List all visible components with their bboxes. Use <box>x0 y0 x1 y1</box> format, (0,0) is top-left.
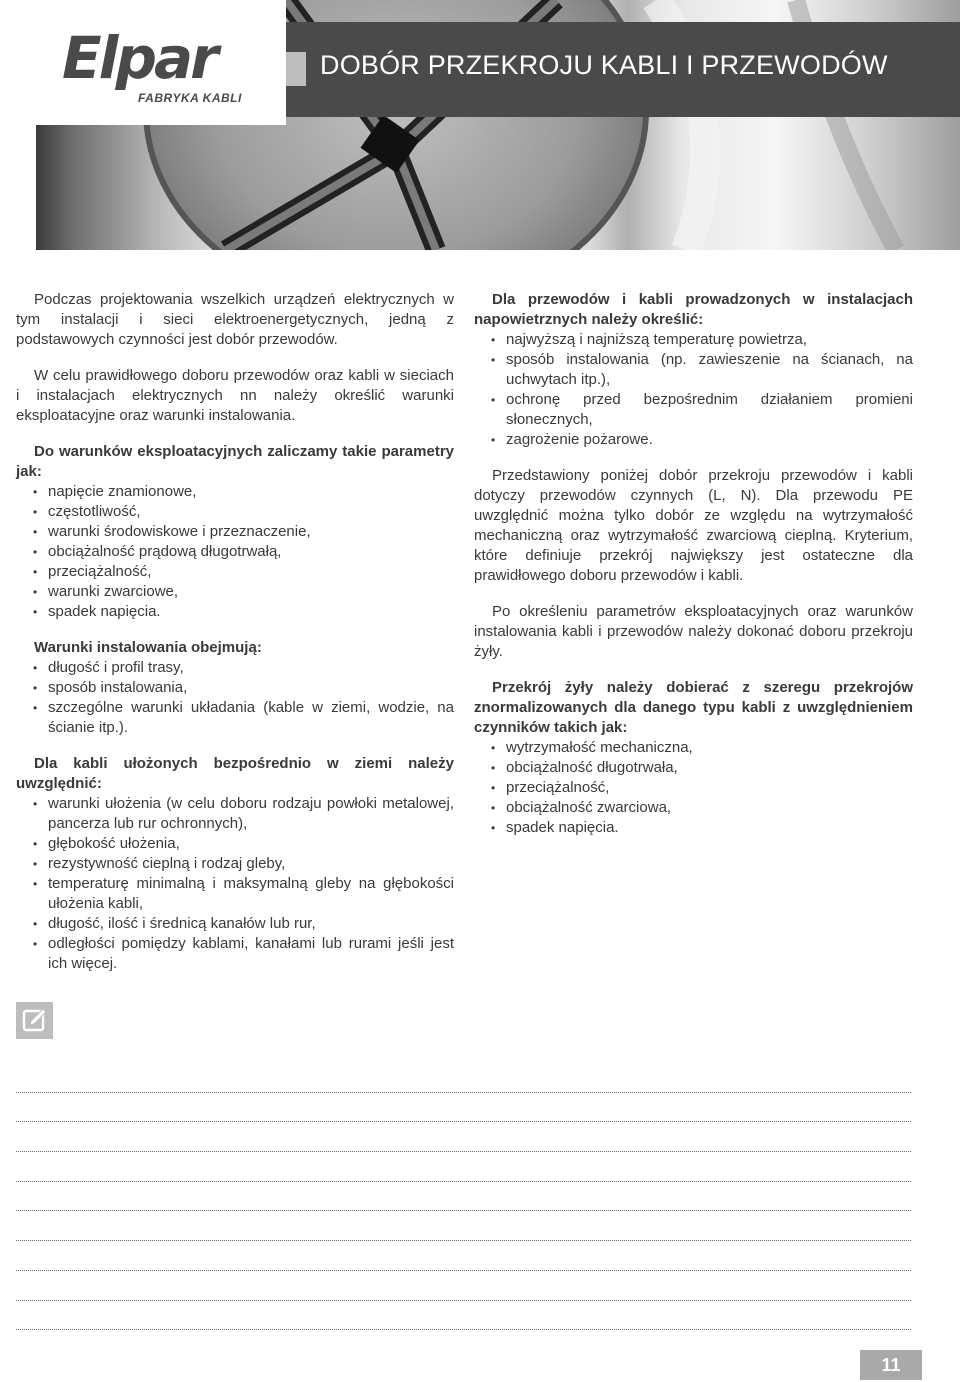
list-item: • spadek napięcia. <box>16 602 454 622</box>
logo-area <box>0 0 286 125</box>
list-item: • warunki środowiskowe i przeznaczenie, <box>16 522 454 542</box>
list-item: • warunki ułożenia (w celu doboru rodzaju powłoki metalowej, pancerza lub rur ochronnych), <box>16 794 454 834</box>
edit-note-icon <box>16 1002 53 1039</box>
list-item: • obciążalność prądową długotrwałą, <box>16 542 454 562</box>
installation-conditions-list <box>16 658 454 738</box>
ground-cables-heading: Dla kabli ułożonych bezpośrednio w ziemi należy uwzględnić: <box>16 755 454 792</box>
list-item: • zagrożenie pożarowe. <box>474 430 913 450</box>
right-column <box>474 290 913 854</box>
note-line[interactable] <box>16 1211 911 1241</box>
notes-lines <box>16 1063 911 1330</box>
list-item: • warunki zwarciowe, <box>16 582 454 602</box>
list-item: • temperaturę minimalną i maksymalną gleby na głębokości ułożenia kabli, <box>16 874 454 914</box>
list-item: • najwyższą i najniższą temperaturę powietrza, <box>474 330 913 350</box>
title-accent-square <box>286 52 306 86</box>
ground-cables-list <box>16 794 454 974</box>
page-number: 11 <box>860 1350 922 1380</box>
note-line[interactable] <box>16 1241 911 1271</box>
intro-paragraph-1: Podczas projektowania wszelkich urządzeń elektrycznych w tym instalacji i sieci elektroenergetycznych, jedną z podstawowych czynności jest dobór przewodów. <box>16 291 454 348</box>
installation-conditions-heading: Warunki instalowania obejmują: <box>34 639 262 656</box>
list-item: • ochronę przed bezpośrednim działaniem promieni słonecznych, <box>474 390 913 430</box>
note-line[interactable] <box>16 1182 911 1212</box>
list-item: • wytrzymałość mechaniczna, <box>474 738 913 758</box>
overhead-installations-heading: Dla przewodów i kabli prowadzonych w instalacjach napowietrznych należy określić: <box>474 291 913 328</box>
note-line[interactable] <box>16 1301 911 1331</box>
operating-conditions-heading: Do warunków eksploatacyjnych zaliczamy takie parametry jak: <box>16 443 454 480</box>
list-item: • sposób instalowania (np. zawieszenie na ścianach, na uchwytach itp.), <box>474 350 913 390</box>
note-line[interactable] <box>16 1122 911 1152</box>
note-line[interactable] <box>16 1063 911 1093</box>
selection-scope-paragraph: Przedstawiony poniżej dobór przekroju przewodów i kabli dotyczy przewodów czynnych (L, N). Dla przewodu PE uwzględnić można tylko dobór ze względu na wytrzymałość mechaniczną oraz wytrzymałość zwarciową cieplną. Kryterium, które definiuje przekrój największy jest ostateczne dla prawidłowego doboru przewodów i kabli. <box>474 467 913 584</box>
note-line[interactable] <box>16 1271 911 1301</box>
list-item: • obciążalność długotrwała, <box>474 758 913 778</box>
list-item: • częstotliwość, <box>16 502 454 522</box>
operating-conditions-list <box>16 482 454 622</box>
page-title: DOBÓR PRZEKROJU KABLI I PRZEWODÓW <box>320 50 888 80</box>
list-item: • przeciążalność, <box>16 562 454 582</box>
cross-section-factors-list <box>474 738 913 838</box>
list-item: • sposób instalowania, <box>16 678 454 698</box>
title-bar <box>286 22 960 117</box>
list-item: • obciążalność zwarciowa, <box>474 798 913 818</box>
note-line[interactable] <box>16 1152 911 1182</box>
left-column <box>16 290 454 990</box>
overhead-installations-list <box>474 330 913 450</box>
list-item: • długość, ilość i średnicą kanałów lub rur, <box>16 914 454 934</box>
list-item: • odległości pomiędzy kablami, kanałami lub rurami jeśli jest ich więcej. <box>16 934 454 974</box>
list-item: • spadek napięcia. <box>474 818 913 838</box>
selection-step-paragraph: Po określeniu parametrów eksploatacyjnych oraz warunków instalowania kabli i przewodów należy dokonać doboru przekroju żyły. <box>474 603 913 660</box>
list-item: • długość i profil trasy, <box>16 658 454 678</box>
list-item: • rezystywność cieplną i rodzaj gleby, <box>16 854 454 874</box>
note-line[interactable] <box>16 1093 911 1123</box>
list-item: • głębokość ułożenia, <box>16 834 454 854</box>
list-item: • napięcie znamionowe, <box>16 482 454 502</box>
list-item: • przeciążalność, <box>474 778 913 798</box>
company-logo: Elpar <box>62 24 216 92</box>
intro-paragraph-2: W celu prawidłowego doboru przewodów oraz kabli w sieciach i instalacjach elektrycznych nn należy określić warunki eksploatacyjne oraz warunki instalowania. <box>16 367 454 424</box>
company-logo-subtitle: FABRYKA KABLI <box>138 91 242 105</box>
list-item: • szczególne warunki układania (kable w ziemi, wodzie, na ścianie itp.). <box>16 698 454 738</box>
cross-section-factors-heading: Przekrój żyły należy dobierać z szeregu przekrojów znormalizowanych dla danego typu kabli z uwzględnieniem czynników takich jak: <box>474 679 913 736</box>
